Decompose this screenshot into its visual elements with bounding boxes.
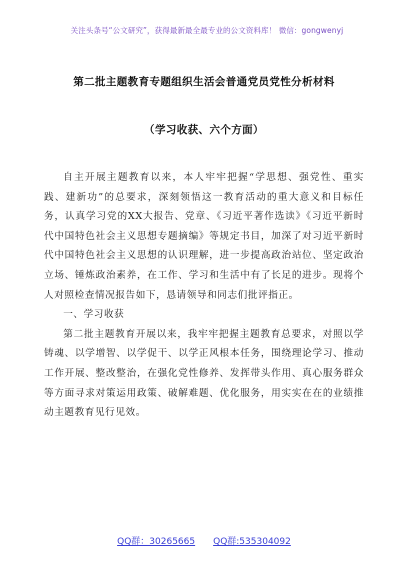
learning-gains-paragraph: 第二批主题教育开展以来，我牢牢把握主题教育总要求，对照以学铸魂、以学增智、以学促干、以学正风根本任务，围绕理论学习、推动工作开展、整改整治，在强化党性修养、发挥带头作用、真心服务群众等方面寻求对策运用政策、破解难题、优化服务，用实实在在的业绩推动主题教育见行见效。 (44, 328, 364, 419)
section-heading-learning-gains: 一、学习收获 (63, 309, 125, 321)
footer-qq-group-1[interactable]: QQ群：30265665 (117, 537, 196, 547)
footer-contact (0, 534, 408, 547)
document-body (44, 168, 364, 423)
document-title: 第二批主题教育专题组织生活会普通党员党性分析材料 (73, 76, 335, 88)
document-subtitle: （学习收获、六个方面） (144, 124, 264, 136)
footer-qq-group-2[interactable]: QQ群:535304092 (213, 537, 291, 547)
header-banner: 关注头条号“公文研究”，获得最新最全最专业的公文资料库！ 微信：gongwenyj (70, 26, 344, 35)
intro-paragraph: 自主开展主题教育以来，本人牢牢把握“学思想、强党性、重实践、建新功”的总要求，深刻领悟这一教育活动的重大意义和目标任务，认真学习党的XX大报告、党章、《习近平著作选读》《习近平新时代中国特色社会主义思想专题摘编》等规定书目，加深了对习近平新时代中国特色社会主义思想的认识理解，进一步提高政治站位、坚定政治立场、锤炼政治素养，在工作、学习和生活中有了长足的进步。现将个人对照检查情况报告如下，恳请领导和同志们批评指正。 (44, 172, 364, 301)
